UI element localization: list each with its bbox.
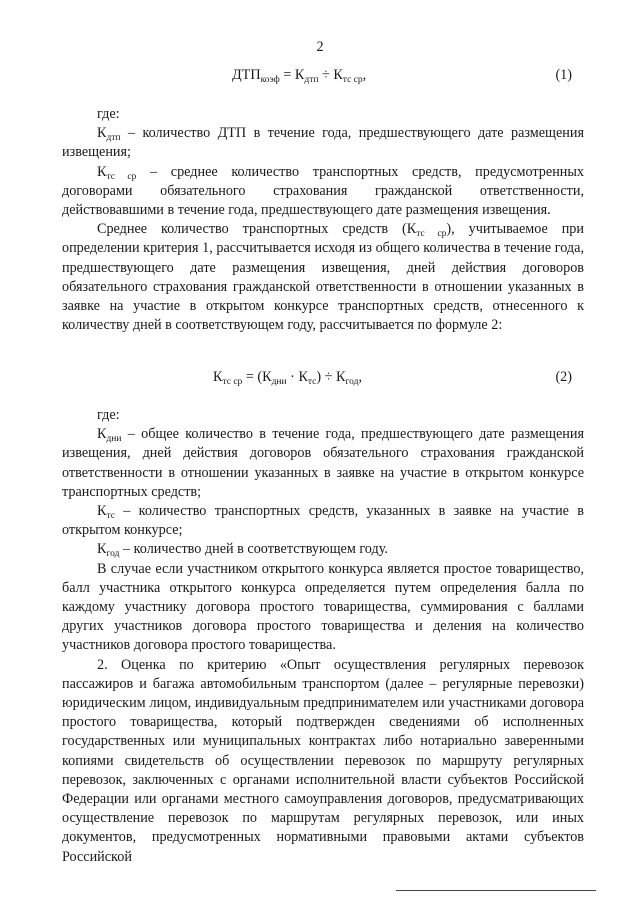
paragraph-simple-partnership: В случае если участником открытого конкурса является простое товарищество, балл участника открытого конкурса определяется путем определения балла по каждому участнику договора простого товарищества, суммирования с баллами других участников договора простого товарищества и деления на количество участников договора простого товарищества. bbox=[62, 560, 584, 654]
paragraph-criterion-2: 2. Оценка по критерию «Опыт осуществления регулярных перевозок пассажиров и багажа автомобильным транспортом (далее – регулярные перевозки) юридическим лицом, индивидуальным предпринимателем или участниками договора простого товарищества, который подтвержден сведениями об исполненных государственных или муниципальных контрактах либо нотариально заверенными копиями свидетельств об осуществлении перевозок по маршруту регулярных перевозок, заключенных с органами исполнительной власти субъектов Российской Федерации или органами местного самоуправления договоров, предусматривающих осуществление перевозок по маршрутам регулярных перевозок, или иных документов, предусмотренных нормативными правовыми актами субъектов Российской bbox=[62, 656, 584, 865]
definitions-block-1 bbox=[62, 105, 584, 335]
definition-k-dni: $К_{дни}$ – общее количество в течение года, предшествующего дате размещения извещения, дней действия договоров обязательного страхования гражданской ответственности в отношении указанных в заявке на участие в открытом конкурсе транспортных средств; bbox=[62, 426, 584, 500]
formula-1-number: (1) bbox=[555, 67, 572, 83]
paragraph-average-vehicles: Среднее количество транспортных средств $(К_{тс ср})$, учитываемое при определении критерия 1, рассчитывается исходя из общего количества в течение года, предшествующего дате размещения извещения, дней действия договоров обязательного страхования гражданской ответственности в отношении указанных в заявке на участие в открытом конкурсе транспортных средств, отнесенного к количеству дней в соответствующем году, рассчитывается по формуле 2: bbox=[62, 221, 584, 334]
definition-k-dtp: $К_{дтп}$ – количество ДТП в течение года, предшествующего дате размещения извещения; bbox=[62, 125, 584, 161]
formula-2-expression: $К_{тс ср} = (К_{дни} \cdot К_{тс}) \div К_{год}$, bbox=[213, 369, 362, 387]
page-number: 2 bbox=[316, 39, 324, 55]
where-label: где: bbox=[97, 106, 120, 122]
formula-1 bbox=[0, 66, 640, 86]
formula-1-expression: $ДТП_{коэф} = К_{дтп} \div К_{тс ср}$, bbox=[232, 67, 367, 85]
bottom-rule bbox=[396, 890, 596, 891]
definitions-block-2 bbox=[62, 406, 584, 867]
formula-2-number: (2) bbox=[555, 369, 572, 385]
formula-2 bbox=[0, 368, 640, 388]
definition-k-ts: $К_{тс}$ – количество транспортных средств, указанных в заявке на участие в открытом конкурсе; bbox=[62, 503, 584, 539]
where-label: где: bbox=[97, 407, 120, 423]
definition-k-ts-sr: $К_{тс ср}$ – среднее количество транспортных средств, предусмотренных договорами обязательного страхования гражданской ответственности, действовавшими в течение года, предшествующего дате размещения извещения. bbox=[62, 163, 584, 219]
definition-k-god: $К_{год}$ – количество дней в соответствующем году. bbox=[97, 541, 388, 560]
